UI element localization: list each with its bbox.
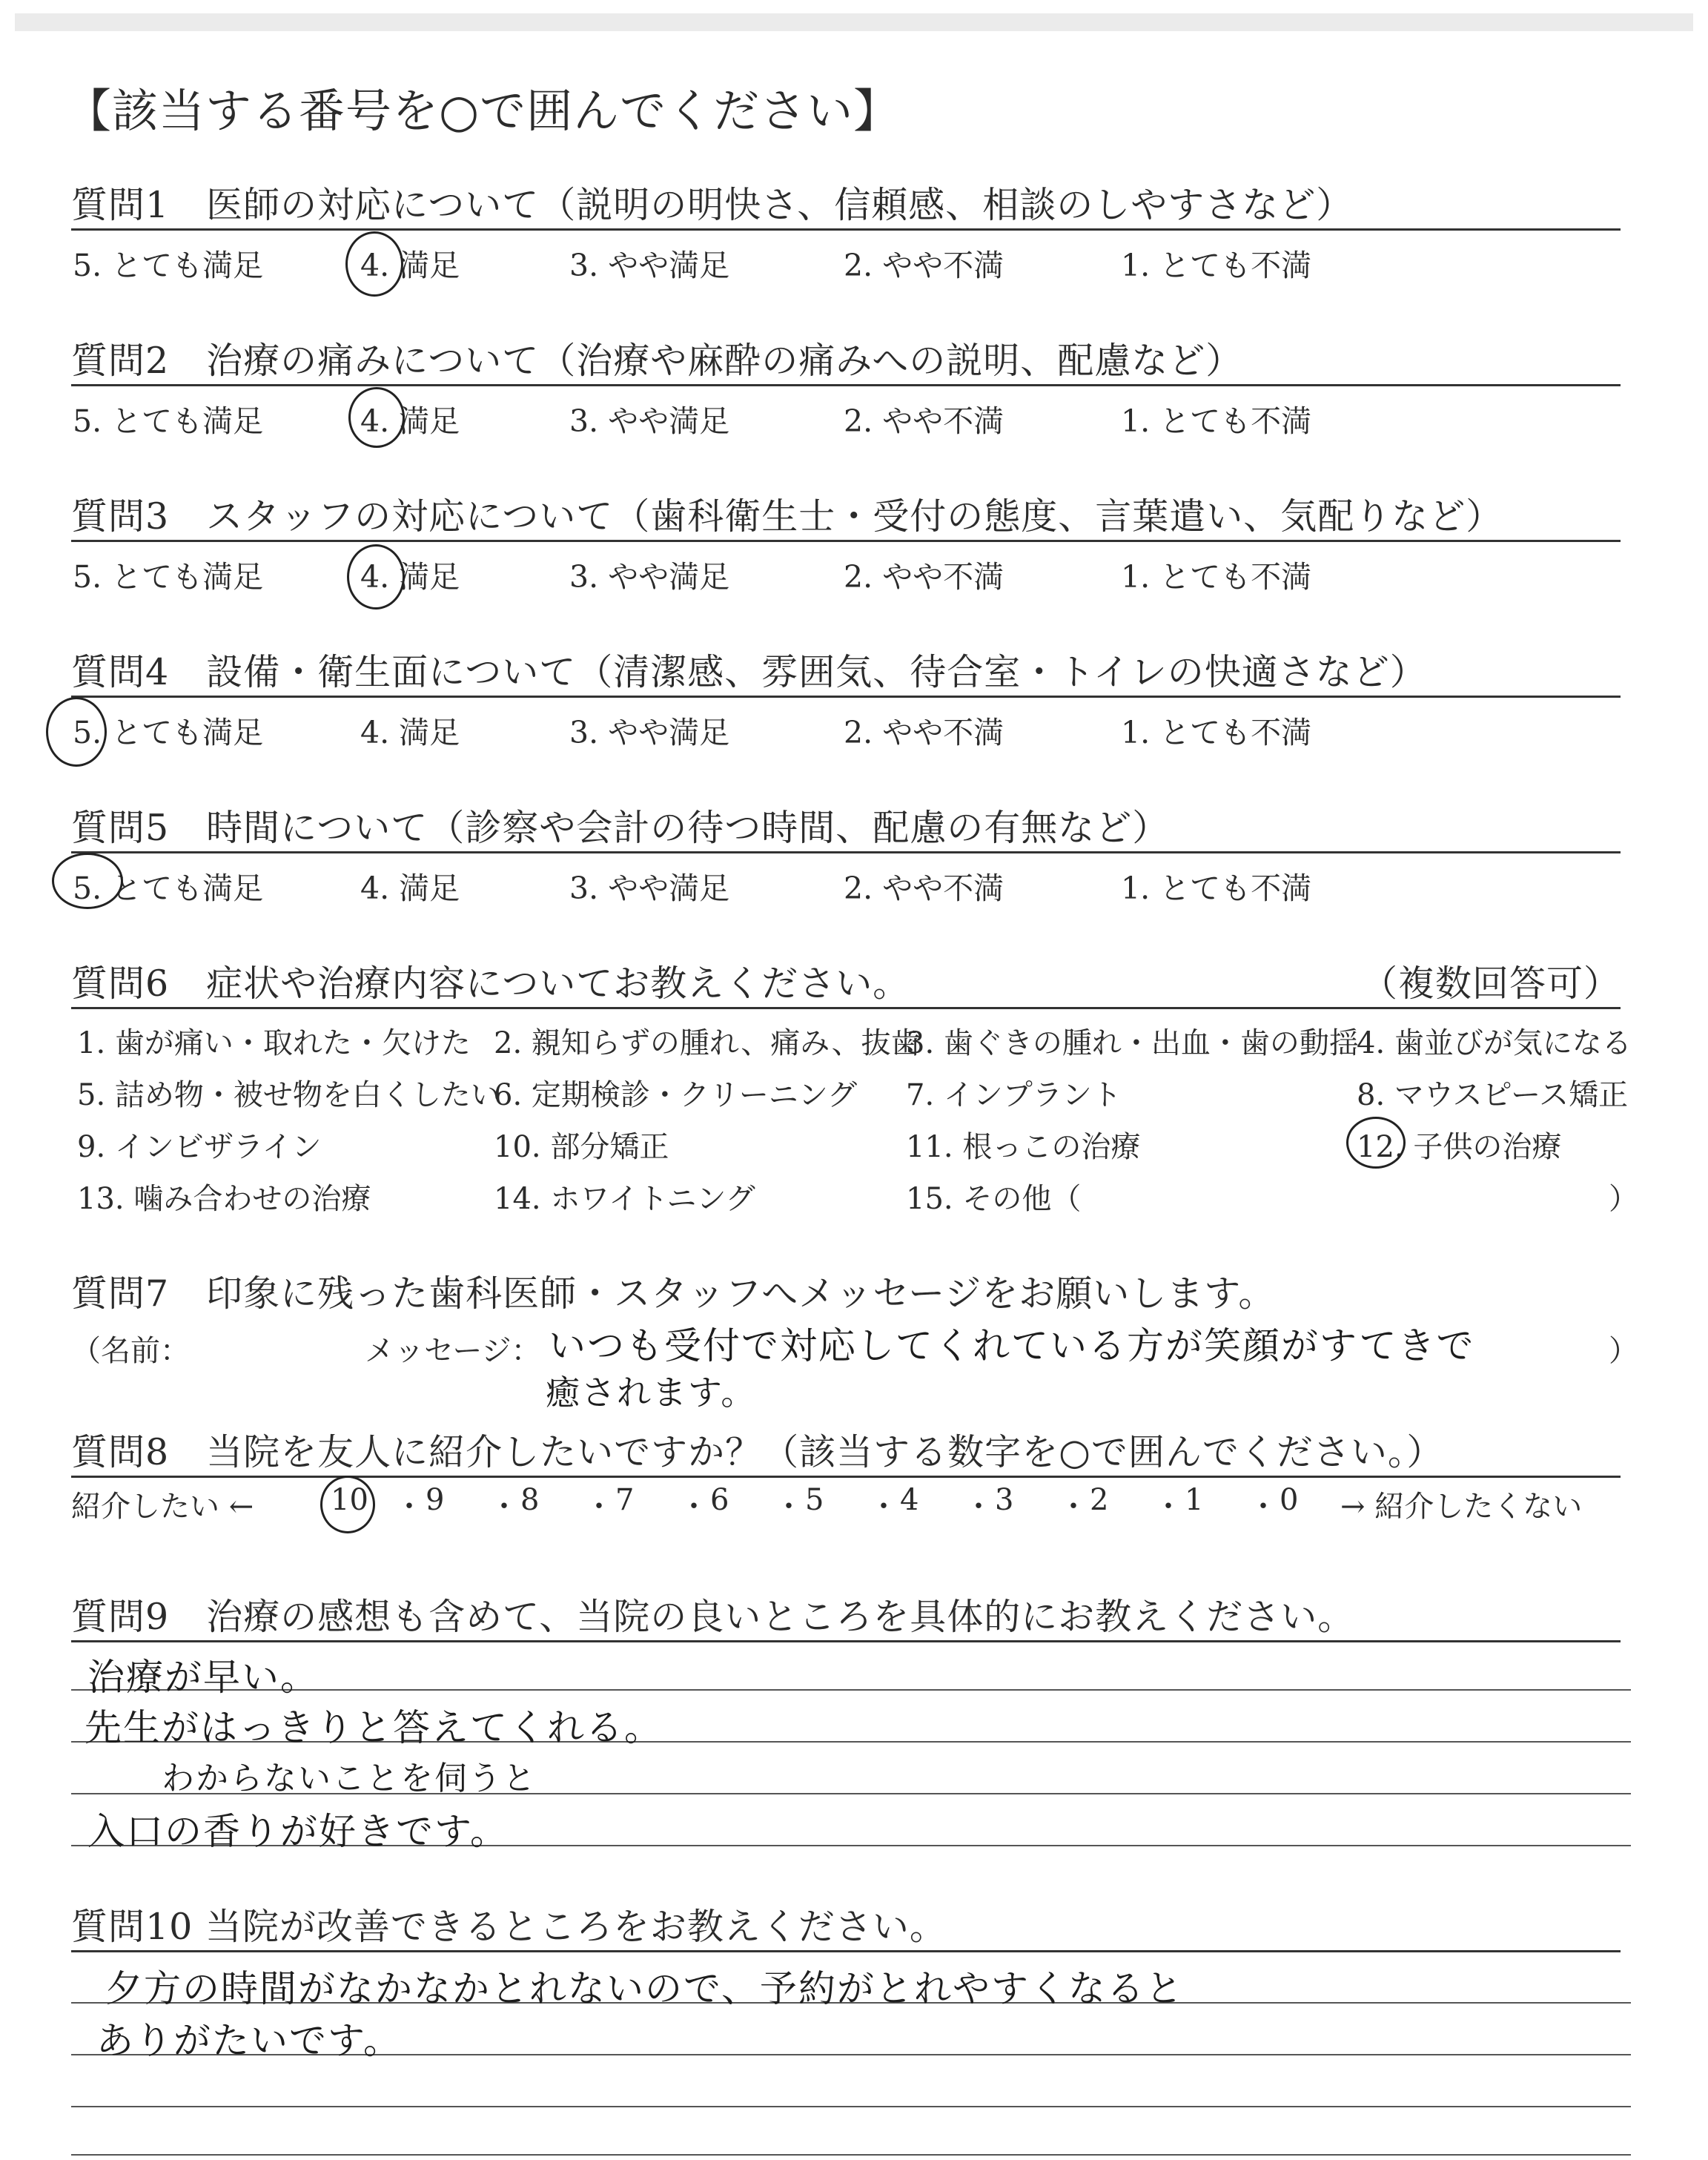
q6-item-2[interactable]: 2. 親知らずの腫れ、痛み、抜歯 (494, 1026, 921, 1060)
q6-item-1[interactable]: 1. 歯が痛い・取れた・欠けた (77, 1026, 471, 1060)
q8-scale-separator: ・ (489, 1490, 519, 1524)
question-3-rule (71, 540, 1621, 542)
q8-scale-separator: ・ (1059, 1490, 1088, 1524)
q4-option-1[interactable]: 1. とても不満 (1121, 715, 1312, 750)
q6-item-7[interactable]: 7. インプラント (906, 1078, 1122, 1112)
question-9-rule (71, 1640, 1621, 1642)
q10-line-4 (71, 2154, 1631, 2156)
q5-option-4[interactable]: 4. 満足 (360, 871, 460, 906)
q10-handwritten-2: ありがたいです。 (96, 2019, 402, 2062)
q1-option-3[interactable]: 3. やや満足 (569, 248, 730, 283)
question-4-rule (71, 696, 1621, 698)
q9-handwritten-insert: わからないことを伺うと (162, 1760, 537, 1797)
q8-scale-separator: ・ (679, 1490, 709, 1524)
q6-item-12[interactable]: 12. 子供の治療 (1357, 1130, 1562, 1164)
q6-item-15[interactable]: 15. その他（ (906, 1182, 1082, 1216)
q6-item-3[interactable]: 3. 歯ぐきの腫れ・出血・歯の動揺 (906, 1026, 1359, 1060)
q4-selection-circle (46, 697, 107, 767)
q1-option-1[interactable]: 1. とても不満 (1121, 248, 1312, 283)
q10-line-3 (71, 2106, 1631, 2107)
q6-item-13[interactable]: 13. 噛み合わせの治療 (77, 1182, 371, 1216)
q3-option-1[interactable]: 1. とても不満 (1121, 559, 1312, 595)
q9-handwritten-2: 先生がはっきりと答えてくれる。 (85, 1706, 663, 1749)
question-5-rule (71, 851, 1621, 853)
q4-option-4[interactable]: 4. 満足 (360, 715, 460, 750)
q7-message-label: メッセージ： (365, 1334, 541, 1368)
q8-scale-separator: ・ (1248, 1490, 1278, 1524)
question-3-title: 質問3 スタッフの対応について（歯科衛生士・受付の態度、言葉遣い、気配りなど） (71, 495, 1503, 538)
q5-option-1[interactable]: 1. とても不満 (1121, 871, 1312, 906)
question-9-title: 質問9 治療の感想も含めて、当院の良いところを具体的にお教えください。 (71, 1596, 1355, 1638)
q8-selection-circle (320, 1476, 375, 1533)
q6-item-6[interactable]: 6. 定期検診・クリーニング (494, 1078, 858, 1112)
q5-option-2[interactable]: 2. やや不満 (844, 871, 1004, 906)
question-2-title: 質問2 治療の痛みについて（治療や麻酔の痛みへの説明、配慮など） (71, 340, 1243, 382)
q3-selection-circle (347, 544, 405, 610)
q9-handwritten-1: 治療が早い。 (87, 1656, 319, 1699)
q1-option-4[interactable]: 4. 満足 (360, 248, 460, 283)
question-10-title: 質問10 当院が改善できるところをお教えください。 (71, 1906, 947, 1948)
q8-scale-value-1[interactable]: 1 (1185, 1483, 1204, 1517)
question-2-rule (71, 384, 1621, 386)
q8-scale-value-9[interactable]: 9 (426, 1483, 445, 1517)
q7-message-handwritten-2: 癒されます。 (546, 1373, 757, 1413)
q5-option-5[interactable]: 5. とても満足 (73, 871, 264, 906)
q2-selection-circle (348, 387, 405, 448)
question-7-title: 質問7 印象に残った歯科医師・スタッフへメッセージをお願いします。 (71, 1272, 1276, 1315)
q8-scale-separator: ・ (584, 1490, 614, 1524)
q4-option-2[interactable]: 2. やや不満 (844, 715, 1004, 750)
q3-option-2[interactable]: 2. やや不満 (844, 559, 1004, 595)
q1-option-5[interactable]: 5. とても満足 (73, 248, 264, 283)
q8-scale-value-2[interactable]: 2 (1090, 1483, 1109, 1517)
q2-option-1[interactable]: 1. とても不満 (1121, 403, 1312, 439)
q1-option-2[interactable]: 2. やや不満 (844, 248, 1004, 283)
q8-left-label: 紹介したい ← (71, 1490, 254, 1524)
q8-scale-value-0[interactable]: 0 (1280, 1483, 1299, 1517)
q6-item-8[interactable]: 8. マウスピース矯正 (1357, 1078, 1629, 1112)
q8-scale-separator: ・ (394, 1490, 424, 1524)
question-8-title: 質問8 当院を友人に紹介したいですか？（該当する数字を○で囲んでください。） (71, 1431, 1444, 1473)
q6-item-9[interactable]: 9. インビザライン (77, 1130, 322, 1164)
q8-scale-value-7[interactable]: 7 (615, 1483, 635, 1517)
scan-top-edge (15, 13, 1693, 31)
q2-option-2[interactable]: 2. やや不満 (844, 403, 1004, 439)
q8-scale-value-6[interactable]: 6 (710, 1483, 729, 1517)
q8-scale-value-4[interactable]: 4 (900, 1483, 919, 1517)
question-6-note: （複数回答可） (1361, 962, 1621, 1005)
question-6-title: 質問6 症状や治療内容についてお教えください。 (71, 962, 910, 1005)
q8-scale-separator: ・ (1153, 1490, 1183, 1524)
q2-option-3[interactable]: 3. やや満足 (569, 403, 730, 439)
q9-handwritten-3: 入口の香りが好きです。 (87, 1810, 509, 1853)
q8-scale-separator: ・ (964, 1490, 993, 1524)
q10-handwritten-1: 夕方の時間がなかなかとれないので、予約がとれやすくなると (105, 1967, 1184, 2010)
q7-close-paren: ） (1609, 1334, 1638, 1368)
question-4-title: 質問4 設備・衛生面について（清潔感、雰囲気、待合室・トイレの快適さなど） (71, 651, 1427, 693)
question-8-rule (71, 1476, 1621, 1478)
q8-scale-value-10[interactable]: 10 (331, 1483, 368, 1517)
q1-selection-circle (345, 231, 403, 297)
q8-scale-value-5[interactable]: 5 (805, 1483, 824, 1517)
question-5-title: 質問5 時間について（診察や会計の待つ時間、配慮の有無など） (71, 807, 1170, 849)
question-1-rule (71, 228, 1621, 231)
q2-option-4[interactable]: 4. 満足 (360, 403, 460, 439)
q8-right-label: → 紹介したくない (1340, 1490, 1583, 1524)
q8-scale-value-3[interactable]: 3 (995, 1483, 1014, 1517)
q6-item-15-close: ） (1609, 1182, 1638, 1216)
question-1-title: 質問1 医師の対応について（説明の明快さ、信頼感、相談のしやすさなど） (71, 184, 1354, 226)
q6-selection-circle (1346, 1117, 1406, 1169)
q8-scale-value-8[interactable]: 8 (520, 1483, 540, 1517)
q5-selection-circle (52, 853, 123, 909)
q6-item-5[interactable]: 5. 詰め物・被せ物を白くしたい (77, 1078, 500, 1112)
q6-item-14[interactable]: 14. ホワイトニング (494, 1182, 755, 1216)
q8-scale-separator: ・ (869, 1490, 898, 1524)
q3-option-3[interactable]: 3. やや満足 (569, 559, 730, 595)
q2-option-5[interactable]: 5. とても満足 (73, 403, 264, 439)
question-10-rule (71, 1950, 1621, 1952)
q4-option-5[interactable]: 5. とても満足 (73, 715, 264, 750)
q8-scale-separator: ・ (774, 1490, 804, 1524)
q3-option-4[interactable]: 4. 満足 (360, 559, 460, 595)
q5-option-3[interactable]: 3. やや満足 (569, 871, 730, 906)
q6-item-10[interactable]: 10. 部分矯正 (494, 1130, 669, 1164)
q7-message-handwritten-1: いつも受付で対応してくれている方が笑顔がすてきで (549, 1324, 1475, 1367)
page-heading: 【該当する番号を○で囲んでください】 (65, 84, 901, 138)
q6-item-4[interactable]: 4. 歯並びが気になる (1357, 1026, 1632, 1060)
q4-option-3[interactable]: 3. やや満足 (569, 715, 730, 750)
question-6-rule (71, 1007, 1621, 1009)
q7-name-label: （名前： (71, 1334, 190, 1368)
q6-item-11[interactable]: 11. 根っこの治療 (906, 1130, 1141, 1164)
q3-option-5[interactable]: 5. とても満足 (73, 559, 264, 595)
